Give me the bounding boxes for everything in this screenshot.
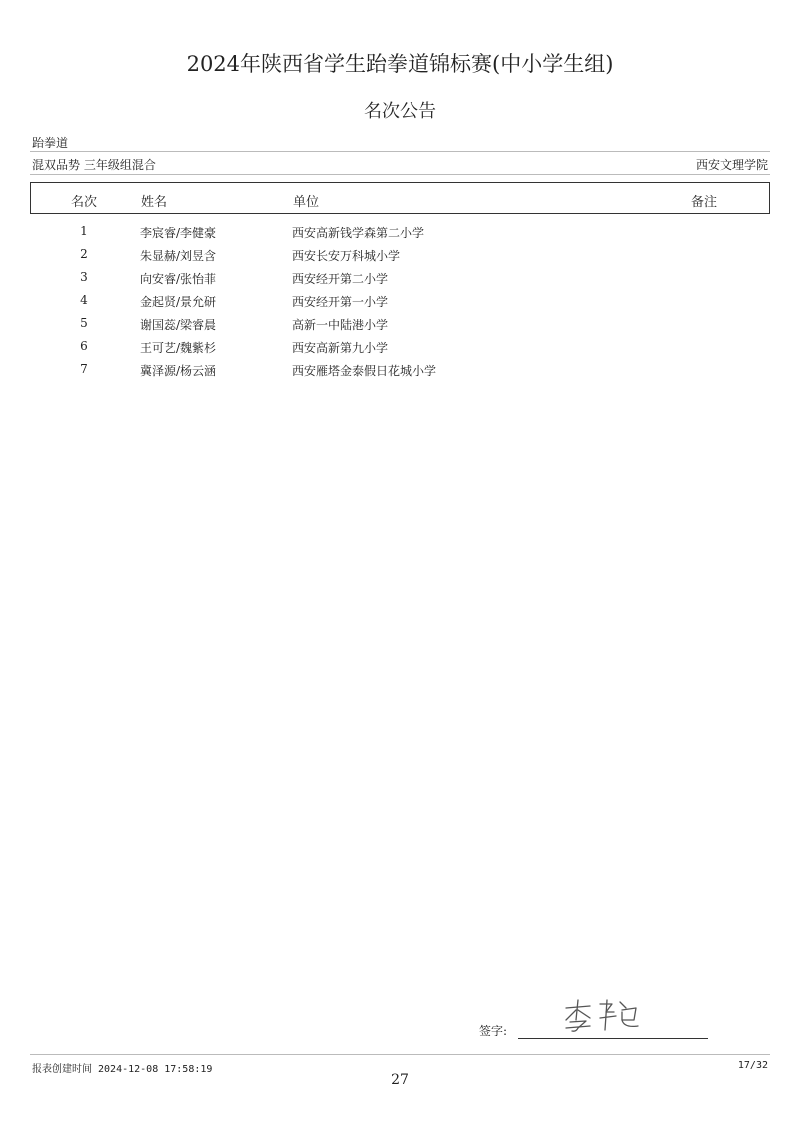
table-row bbox=[30, 245, 770, 268]
rank-cell: 2 bbox=[80, 247, 88, 261]
unit-cell: 高新一中陆港小学 bbox=[292, 318, 389, 332]
column-header-rank: 名次 bbox=[71, 195, 98, 210]
signature-line bbox=[518, 1038, 708, 1039]
divider bbox=[30, 151, 770, 152]
rank-cell: 1 bbox=[80, 224, 88, 238]
venue-label: 西安文理学院 bbox=[695, 158, 768, 172]
column-header-unit: 单位 bbox=[293, 195, 320, 210]
table-row bbox=[30, 314, 770, 337]
results-table-body bbox=[30, 222, 770, 383]
handwritten-signature bbox=[560, 996, 644, 1036]
table-header bbox=[30, 182, 770, 214]
signature-label: 签字: bbox=[479, 1024, 508, 1038]
divider bbox=[30, 174, 770, 175]
table-row bbox=[30, 291, 770, 314]
document-subtitle: 名次公告 bbox=[364, 101, 436, 122]
name-cell: 朱显赫/刘昱含 bbox=[140, 249, 217, 263]
unit-cell: 西安雁塔金泰假日花城小学 bbox=[292, 364, 437, 378]
table-row bbox=[30, 268, 770, 291]
unit-cell: 西安高新钱学森第二小学 bbox=[292, 226, 425, 240]
rank-cell: 3 bbox=[80, 270, 88, 284]
unit-cell: 西安经开第二小学 bbox=[292, 272, 389, 286]
document-title: 2024年陕西省学生跆拳道锦标赛(中小学生组) bbox=[186, 52, 614, 76]
name-cell: 向安睿/张怡菲 bbox=[140, 272, 217, 286]
table-row bbox=[30, 337, 770, 360]
name-cell: 金起贤/景允研 bbox=[140, 295, 217, 309]
name-cell: 李宸睿/李健豪 bbox=[140, 226, 217, 240]
name-cell: 谢国蕊/梁睿晨 bbox=[140, 318, 217, 332]
unit-cell: 西安高新第九小学 bbox=[292, 341, 389, 355]
column-header-remark: 备注 bbox=[691, 195, 718, 210]
name-cell: 冀泽源/杨云涵 bbox=[140, 364, 217, 378]
table-row bbox=[30, 360, 770, 383]
report-created-time: 报表创建时间 2024-12-08 17:58:19 bbox=[32, 1064, 213, 1075]
rank-cell: 4 bbox=[80, 293, 88, 307]
unit-cell: 西安长安万科城小学 bbox=[292, 249, 401, 263]
unit-cell: 西安经开第一小学 bbox=[292, 295, 389, 309]
footer-divider bbox=[30, 1054, 770, 1055]
event-label: 混双品势 三年级组混合 bbox=[32, 158, 156, 172]
page-number: 27 bbox=[391, 1072, 409, 1088]
rank-cell: 5 bbox=[80, 316, 88, 330]
page-count: 17/32 bbox=[737, 1060, 768, 1071]
column-header-name: 姓名 bbox=[141, 195, 168, 210]
name-cell: 王可艺/魏紫杉 bbox=[140, 341, 217, 355]
rank-cell: 7 bbox=[80, 362, 88, 376]
rank-cell: 6 bbox=[80, 339, 88, 353]
sport-label: 跆拳道 bbox=[32, 136, 69, 150]
table-row bbox=[30, 222, 770, 245]
